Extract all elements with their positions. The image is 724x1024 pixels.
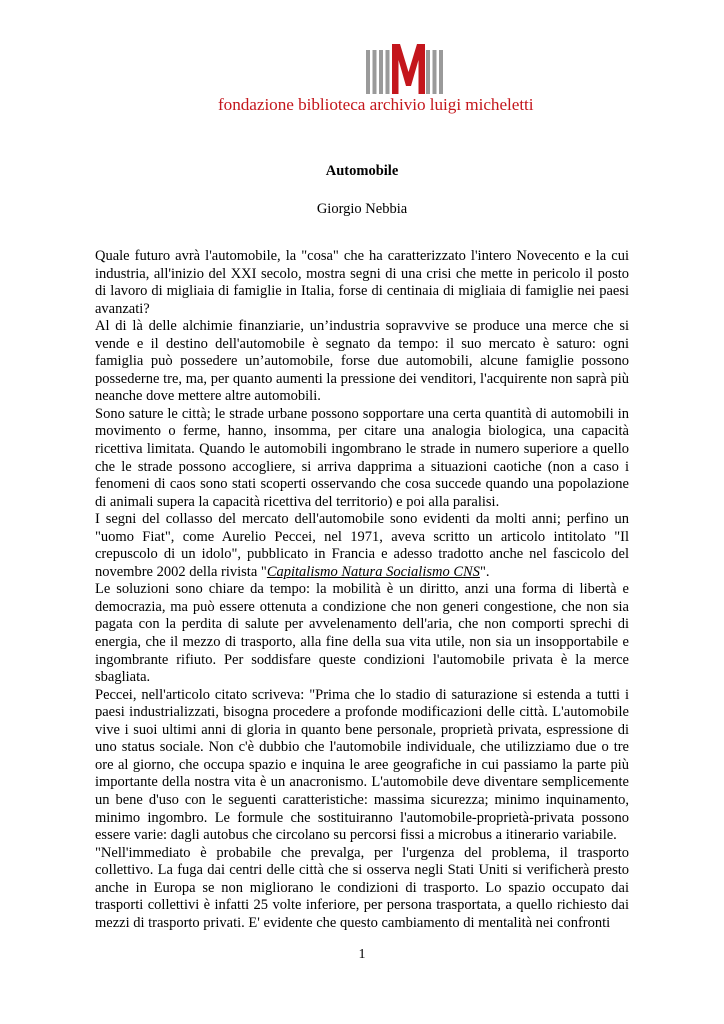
- paragraph: Sono sature le città; le strade urbane possono sopportare una certa quantità di automobili in movimento o ferme, hanno, insomma, per citare una analogia biologica, una capacità ricettiva limitata. Quando le automobili ingombrano le strade in numero superiore a quello che le strade possono accogliere, si arriva dapprima a situazioni caotiche (non a caso i fenomeni di caos sono stati scoperti osservando che cosa succede quando una popolazione di animali supera la capacità ricettiva del territorio) e poi alla paralisi.: [95, 405, 629, 510]
- paragraph: [95, 511, 629, 581]
- paragraph: "Nell'immediato è probabile che prevalga, per l'urgenza del problema, il trasporto collettivo. La fuga dai centri delle città che si osserva negli Stati Uniti si verificherà presto anche in Europa se non migliorano le condizioni di trasporto. Lo spazio occupato dai trasporti collettivi è infatti 25 volte inferiore, per persona trasportata, a quello richiesto dai mezzi di trasporto privati. E' evidente che questo cambiamento di mentalità nei confronti: [95, 844, 629, 931]
- paragraph: Peccei, nell'articolo citato scriveva: "Prima che lo stadio di saturazione si estenda a tutti i paesi industrializzati, bisogna procedere a profonde modificazioni delle città. L'automobile vive i suoi ultimi anni di gloria in quanto bene personale, proprietà privata, espressione di uno status sociale. Non c'è dubbio che l'automobile individuale, che utilizziamo due o tre ore al giorno, che occupa spazio e inquina le aree geografiche in cui passiamo la parte più importante della nostra vita è un anacronismo. L'automobile deve diventare semplicemente un bene d'uso con le seguenti caratteristiche: massima sicurezza; minimo inquinamento, minimo ingombro. Le formule che sostituiranno l'automobile-proprietà-privata possono essere varie: dagli autobus che circolano su percorsi fissi a microbus a itinerario variabile.: [95, 686, 629, 844]
- paragraph: Le soluzioni sono chiare da tempo: la mobilità è un diritto, anzi una forma di libertà e democrazia, ma può essere ottenuta a condizione che non generi congestione, che non sia pagata con la perdita di salute per avvelenamento dell'aria, che non comporti sprechi di energia, che il mezzo di trasporto, alla fine della sua vita utile, non sia un insopportabile e ingombrante rifiuto. Per soddisfare queste condizioni l'automobile privata è la merce sbagliata.: [95, 581, 629, 686]
- journal-citation-link[interactable]: Capitalismo Natura Socialismo CNS: [266, 563, 480, 580]
- logo-text: fondazione biblioteca archivio luigi micheletti: [218, 95, 534, 114]
- logo-bars-m-icon: [366, 42, 448, 94]
- paragraph-text: ".: [479, 563, 490, 580]
- paragraph: Al di là delle alchimie finanziarie, un’industria sopravvive se produce una merce che si vende e il destino dell'automobile è segnato da tempo: il suo mercato è saturo: ogni famiglia può possedere un’automobile, forse due automobili, alcune famiglie possono possederne tre, ma, per quanto aumenti la pressione dei venditori, l'acquirente non saprà più neanche dove mettere altre automobili.: [95, 318, 629, 405]
- foundation-logo: [218, 42, 534, 118]
- document-title: Automobile: [325, 163, 399, 179]
- article-body: [95, 248, 629, 932]
- page-number: 1: [358, 947, 366, 962]
- document-author: Giorgio Nebbia: [316, 201, 408, 217]
- paragraph: Quale futuro avrà l'automobile, la "cosa" che ha caratterizzato l'intero Novecento e la cui industria, all'inizio del XXI secolo, mostra segni di una crisi che mette in pericolo il posto di lavoro di migliaia di famiglie in Italia, forse di centinaia di migliaia di famiglie nei paesi avanzati?: [95, 248, 629, 317]
- paragraph-text: I segni del collasso del mercato dell'automobile sono evidenti da molti anni; perfino un "uomo Fiat", come Aurelio Peccei, nel 1971, aveva scritto un articolo intitolato "Il crepuscolo di un idolo", pubblicato in Francia e adesso tradotto anche nel fascicolo del novembre 2002 della rivista ": [95, 511, 629, 580]
